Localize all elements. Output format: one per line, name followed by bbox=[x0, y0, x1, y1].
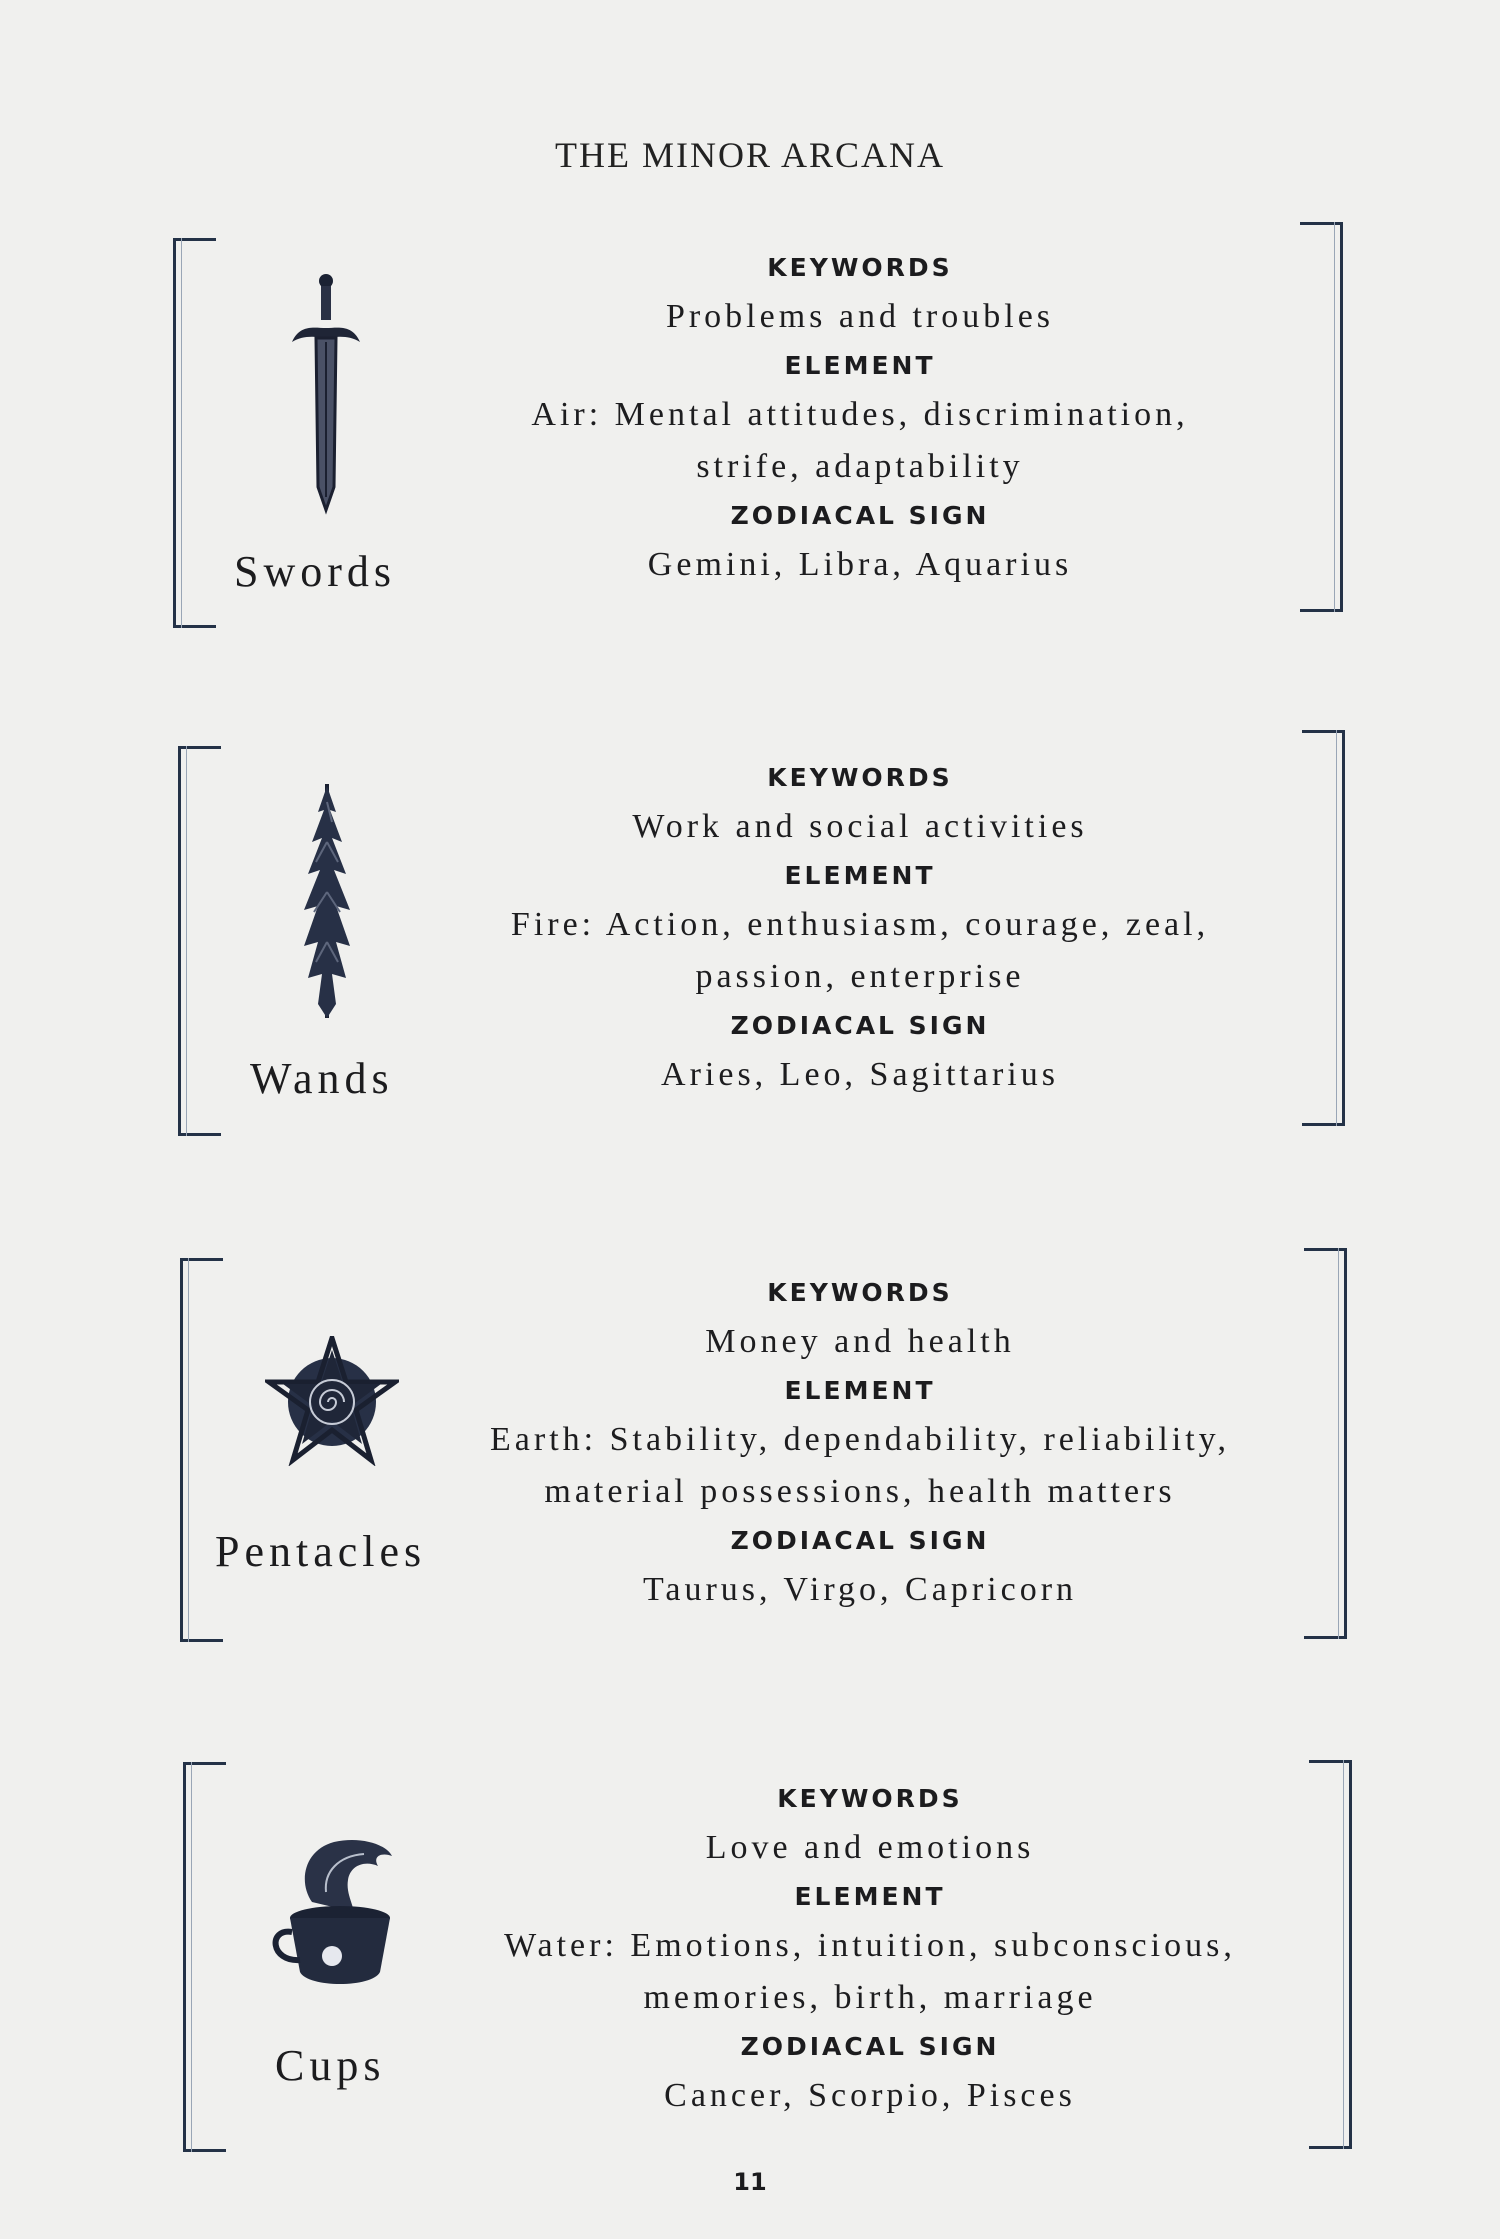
left-bracket bbox=[178, 746, 221, 1136]
keywords-label: KEYWORDS bbox=[767, 763, 953, 792]
page-number: 11 bbox=[733, 2168, 767, 2196]
zodiac-label: ZODIACAL SIGN bbox=[730, 1011, 990, 1040]
zodiac-value: Gemini, Libra, Aquarius bbox=[647, 546, 1073, 583]
keywords-value: Work and social activities bbox=[632, 808, 1088, 845]
right-bracket bbox=[1302, 730, 1345, 1126]
keywords-value: Problems and troubles bbox=[665, 298, 1055, 335]
suit-name: Cups bbox=[275, 2041, 386, 2090]
keywords-value: Love and emotions bbox=[705, 1829, 1035, 1866]
right-bracket bbox=[1309, 1760, 1352, 2149]
element-value-line1: Fire: Action, enthusiasm, courage, zeal, bbox=[510, 906, 1210, 943]
pentacle-icon bbox=[265, 1336, 399, 1466]
suit-name: Pentacles bbox=[215, 1527, 427, 1576]
element-value-line1: Air: Mental attitudes, discrimination, bbox=[531, 396, 1189, 433]
zodiac-value: Cancer, Scorpio, Pisces bbox=[664, 2077, 1076, 2114]
left-bracket bbox=[180, 1258, 223, 1642]
element-value-line1: Earth: Stability, dependability, reliability, bbox=[490, 1421, 1230, 1458]
zodiac-label: ZODIACAL SIGN bbox=[730, 501, 990, 530]
left-bracket bbox=[173, 238, 216, 628]
keywords-value: Money and health bbox=[705, 1323, 1015, 1360]
zodiac-value: Aries, Leo, Sagittarius bbox=[661, 1056, 1059, 1093]
zodiac-value: Taurus, Virgo, Capricorn bbox=[642, 1571, 1078, 1608]
element-value-line2: material possessions, health matters bbox=[544, 1473, 1176, 1510]
zodiac-label: ZODIACAL SIGN bbox=[730, 1526, 990, 1555]
zodiac-label: ZODIACAL SIGN bbox=[740, 2032, 1000, 2061]
suit-info bbox=[440, 1776, 1300, 2122]
element-value-line2: strife, adaptability bbox=[696, 448, 1024, 485]
suit-info bbox=[430, 1270, 1290, 1616]
sword-icon bbox=[286, 272, 366, 522]
right-bracket bbox=[1300, 222, 1343, 612]
element-value-line1: Water: Emotions, intuition, subconscious, bbox=[504, 1927, 1236, 1964]
right-bracket bbox=[1304, 1248, 1347, 1639]
element-label: ELEMENT bbox=[784, 1376, 936, 1405]
element-label: ELEMENT bbox=[784, 861, 936, 890]
element-label: ELEMENT bbox=[794, 1882, 946, 1911]
left-bracket bbox=[183, 1762, 226, 2152]
suit-name: Swords bbox=[234, 547, 397, 596]
suit-name: Wands bbox=[250, 1054, 394, 1103]
page-title: THE MINOR ARCANA bbox=[554, 135, 945, 175]
suit-info bbox=[430, 755, 1290, 1101]
keywords-label: KEYWORDS bbox=[777, 1784, 963, 1813]
keywords-label: KEYWORDS bbox=[767, 1278, 953, 1307]
element-label: ELEMENT bbox=[784, 351, 936, 380]
element-value-line2: memories, birth, marriage bbox=[643, 1979, 1097, 2016]
suit-info bbox=[430, 245, 1290, 591]
element-value-line2: passion, enterprise bbox=[695, 958, 1025, 995]
keywords-label: KEYWORDS bbox=[767, 253, 953, 282]
cup-icon bbox=[268, 1832, 404, 1990]
wand-tree-icon bbox=[292, 782, 362, 1022]
